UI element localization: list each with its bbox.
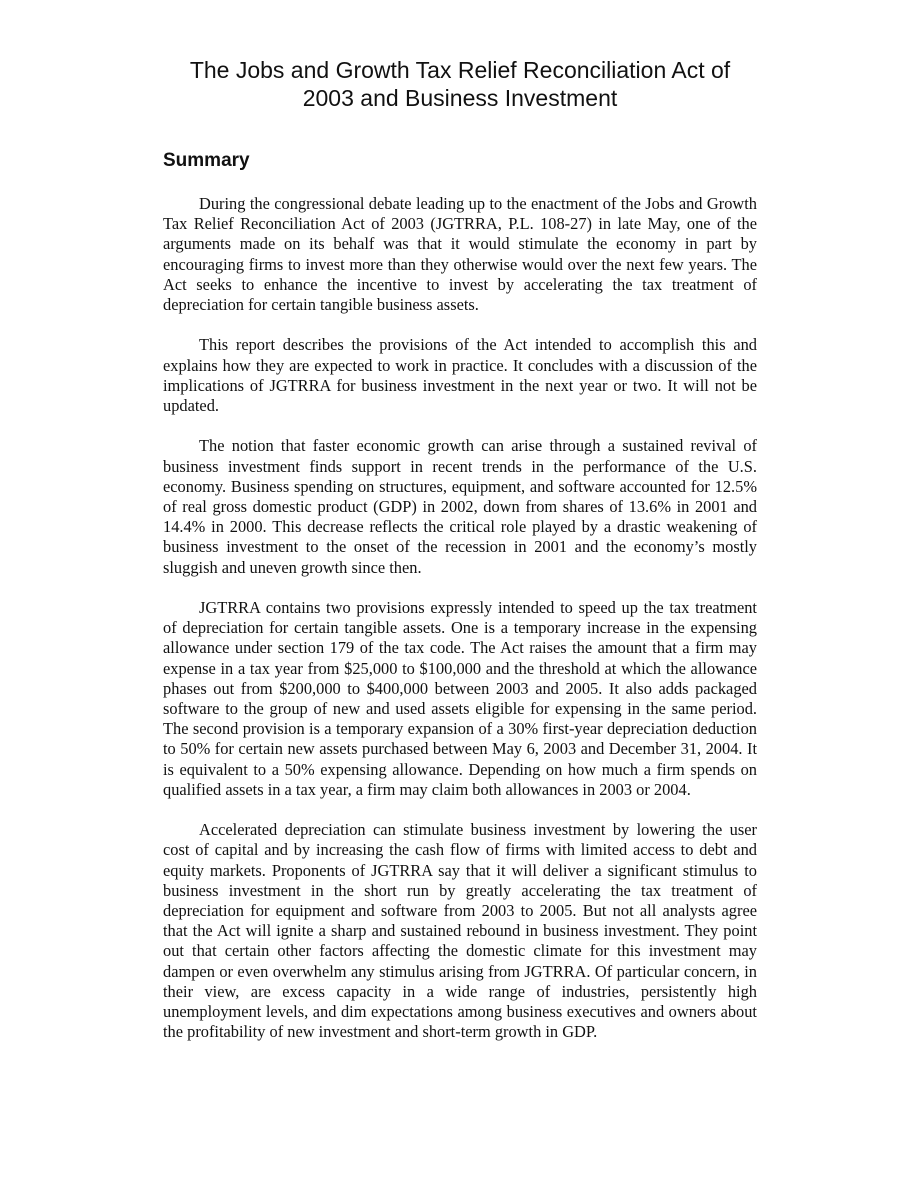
paragraph-4: JGTRRA contains two provisions expressly intended to speed up the tax treatment of depreciation for certain tangible assets. One is a temporary increase in the expensing allowance under section 179 of the tax code. The Act raises the amount that a firm may expense in a tax year from $25,000 to $100,000 and the threshold at which the allowance phases out from $200,000 to $400,000 between 2003 and 2005. It also adds packaged software to the group of new and used assets eligible for expensing in the same period. The second provision is a temporary expansion of a 30% first-year depreciation deduction to 50% for certain new assets purchased between May 6, 2003 and December 31, 2004. It is equivalent to a 50% expensing allowance. Depending on how much a firm spends on qualified assets in a tax year, a firm may claim both allowances in 2003 or 2004. (163, 598, 757, 799)
paragraph-5: Accelerated depreciation can stimulate business investment by lowering the user cost of capital and by increasing the cash flow of firms with limited access to debt and equity markets. Proponents of JGTRRA say that it will deliver a significant stimulus to business investment in the short run by greatly accelerating the tax treatment of depreciation for equipment and software from 2003 to 2005. But not all analysts agree that the Act will ignite a sharp and sustained rebound in business investment. They point out that certain other factors affecting the domestic climate for this investment may dampen or even overwhelm any stimulus arising from JGTRRA. Of particular concern, in their view, are excess capacity in a wide range of industries, persistently high unemployment levels, and dim expectations among business executives and owners about the profitability of new investment and short-term growth in GDP. (163, 820, 757, 1042)
section-heading: Summary (163, 150, 250, 171)
summary-body (163, 194, 757, 1063)
title-line-2: 2003 and Business Investment (302, 85, 618, 111)
title-line-1: The Jobs and Growth Tax Relief Reconciliation Act of (189, 57, 731, 83)
paragraph-3: The notion that faster economic growth can arise through a sustained revival of business investment finds support in recent trends in the performance of the U.S. economy. Business spending on structures, equipment, and software accounted for 12.5% of real gross domestic product (GDP) in 2002, down from shares of 13.6% in 2001 and 14.4% in 2000. This decrease reflects the critical role played by a drastic weakening of business investment to the onset of the recession in 2001 and the economy’s mostly sluggish and uneven growth since then. (163, 436, 757, 577)
paragraph-2: This report describes the provisions of the Act intended to accomplish this and explains how they are expected to work in practice. It concludes with a discussion of the implications of JGTRRA for business investment in the next year or two. It will not be updated. (163, 335, 757, 416)
paragraph-1: During the congressional debate leading up to the enactment of the Jobs and Growth Tax Relief Reconciliation Act of 2003 (JGTRRA, P.L. 108-27) in late May, one of the arguments made on its behalf was that it would stimulate the economy in part by encouraging firms to invest more than they otherwise would over the next few years. The Act seeks to enhance the incentive to invest by accelerating the tax treatment of depreciation for certain tangible business assets. (163, 194, 757, 315)
document-title (0, 56, 920, 112)
